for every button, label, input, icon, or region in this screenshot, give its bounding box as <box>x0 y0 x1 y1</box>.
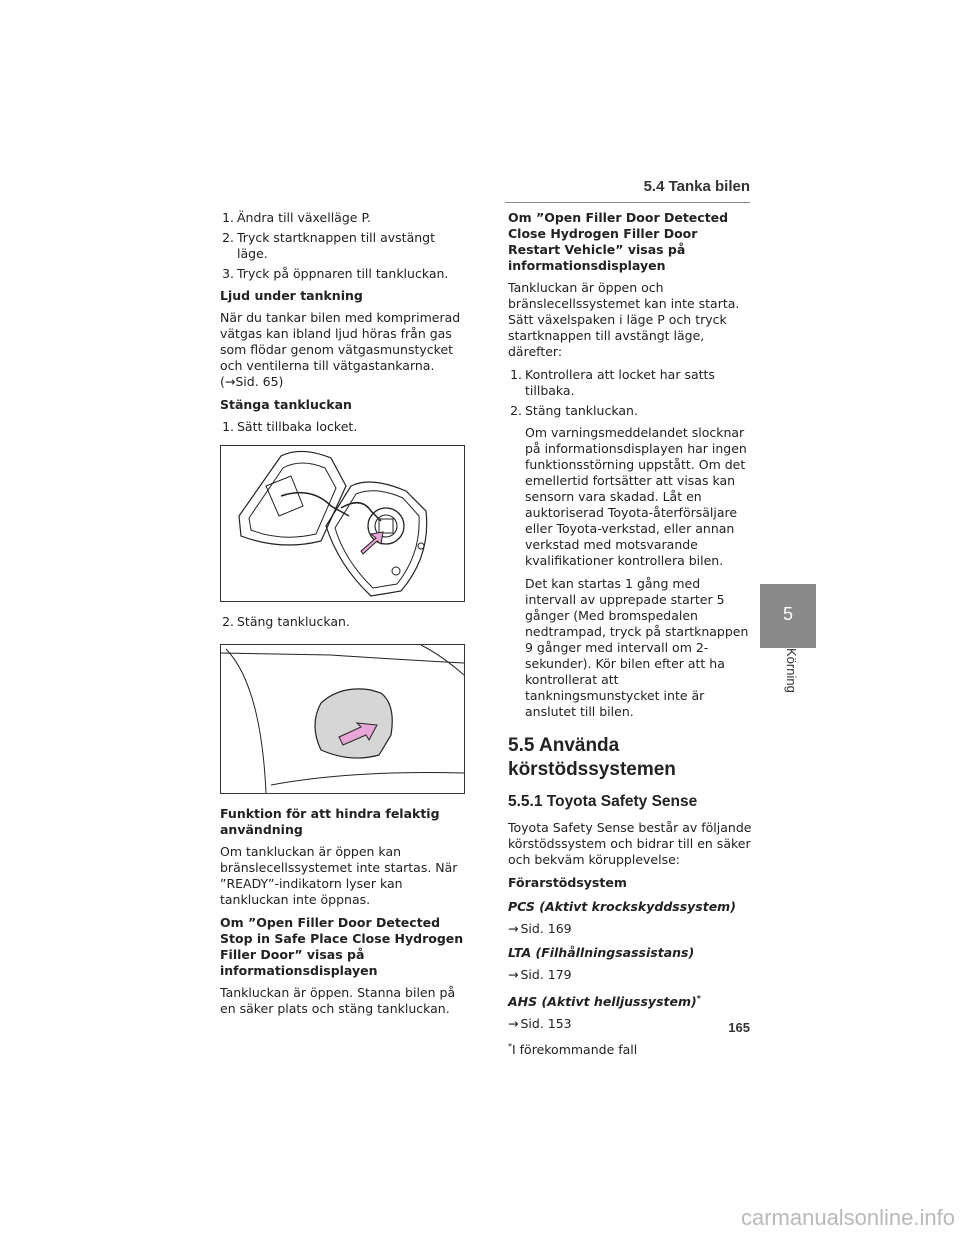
func-heading: Funktion för att hindra felaktig användning <box>220 806 440 837</box>
chapter-number: 5 <box>782 604 793 624</box>
chapter-label: Körning <box>784 648 799 693</box>
right-column <box>508 210 753 1065</box>
page-number: 165 <box>728 1020 750 1035</box>
pcs-heading: PCS (Aktivt krockskyddssystem) <box>508 899 736 914</box>
header-rule <box>505 202 750 203</box>
close-steps-2 <box>220 614 465 630</box>
ahs-ref: → Sid. 153 <box>508 1016 753 1032</box>
fuel-door-illustration <box>221 645 464 793</box>
lta-heading: LTA (Filhållningsassistans) <box>508 945 695 960</box>
func-text: Om tankluckan är öppen kan bränslecellssystemet inte startas. När ”READY”-indikatorn lyser kan tankluckan inte öppnas. <box>220 844 458 907</box>
note-2: Det kan startas 1 gång med intervall av upprepade starter 5 gånger (Med bromspedalen nedtrampad, tryck på startknappen 9 gånger med intervall om 2-sekunder). Kör bilen efter att ha kontrollerat att tankningsmunstycket inte är anslutet till bilen. <box>525 576 749 719</box>
steps-list-1 <box>220 210 465 282</box>
list-item: 1. Kontrollera att locket har satts tillbaka. <box>510 367 715 398</box>
pcs-ref: → Sid. 169 <box>508 921 753 937</box>
close-steps-1 <box>220 419 465 435</box>
note-1: Om varningsmeddelandet slocknar på informationsdisplayen har ingen funktionsstörning uppstått. Om det emellertid fortsätter att visas kan sensorn vara skadad. Låt en auktoriserad Toyota-återförsäljare eller Toyota-verkstad, eller annan verkstad med motsvarande kvalifikationer kontrollera bilen. <box>525 425 747 568</box>
footnote: *I förekommande fall <box>508 1042 638 1058</box>
sound-heading: Ljud under tankning <box>220 288 363 303</box>
ahs-heading: AHS (Aktivt helljussystem)* <box>508 994 701 1010</box>
msg1-text: Tankluckan är öppen. Stanna bilen på en säker plats och stäng tankluckan. <box>220 985 456 1016</box>
heading-5-5: 5.5 Använda körstödssystemen <box>508 735 676 780</box>
heading-5-5-1: 5.5.1 Toyota Safety Sense <box>508 793 698 810</box>
figure-cap-replace <box>220 445 465 602</box>
lta-ref: → Sid. 179 <box>508 967 753 983</box>
driver-heading: Förarstödsystem <box>508 875 627 890</box>
fuel-cap-illustration <box>221 446 464 601</box>
left-column <box>220 210 465 1024</box>
list-item: 2. Stäng tankluckan. <box>222 614 350 629</box>
list-item: 2. Stäng tankluckan. <box>510 403 638 418</box>
watermark: carmanualsonline.info <box>740 1205 955 1230</box>
sound-text: När du tankar bilen med komprimerad vätgas kan ibland ljud höras från gas som flödar genom vätgasmunstycket och ventilerna till vätgastankarna. (→Sid. 65) <box>220 310 461 389</box>
footnote-marker: * <box>696 994 701 1003</box>
section-header: 5.4 Tanka bilen <box>643 178 750 195</box>
msg2-text: Tankluckan är öppen och bränslecellssystemet kan inte starta. Sätt växelspaken i läge P och tryck startknappen till avstängt läge, därefter: <box>508 280 740 359</box>
list-item: 2. Tryck startknappen till avstängt läge. <box>222 230 435 261</box>
tss-text: Toyota Safety Sense består av följande körstödssystem och bidrar till en säker och bekväm körupplevelse: <box>508 820 752 867</box>
list-item: 1. Ändra till växelläge P. <box>222 210 372 225</box>
figure-door-close <box>220 644 465 794</box>
list-item: 3. Tryck på öppnaren till tankluckan. <box>222 266 449 281</box>
msg2-steps <box>508 367 753 419</box>
close-heading: Stänga tankluckan <box>220 397 352 412</box>
msg2-heading: Om ”Open Filler Door Detected Close Hydrogen Filler Door Restart Vehicle” visas på informationsdisplayen <box>508 210 729 273</box>
msg1-heading: Om ”Open Filler Door Detected Stop in Safe Place Close Hydrogen Filler Door” visas på informationsdisplayen <box>220 915 464 978</box>
list-item: 1. Sätt tillbaka locket. <box>222 419 358 434</box>
